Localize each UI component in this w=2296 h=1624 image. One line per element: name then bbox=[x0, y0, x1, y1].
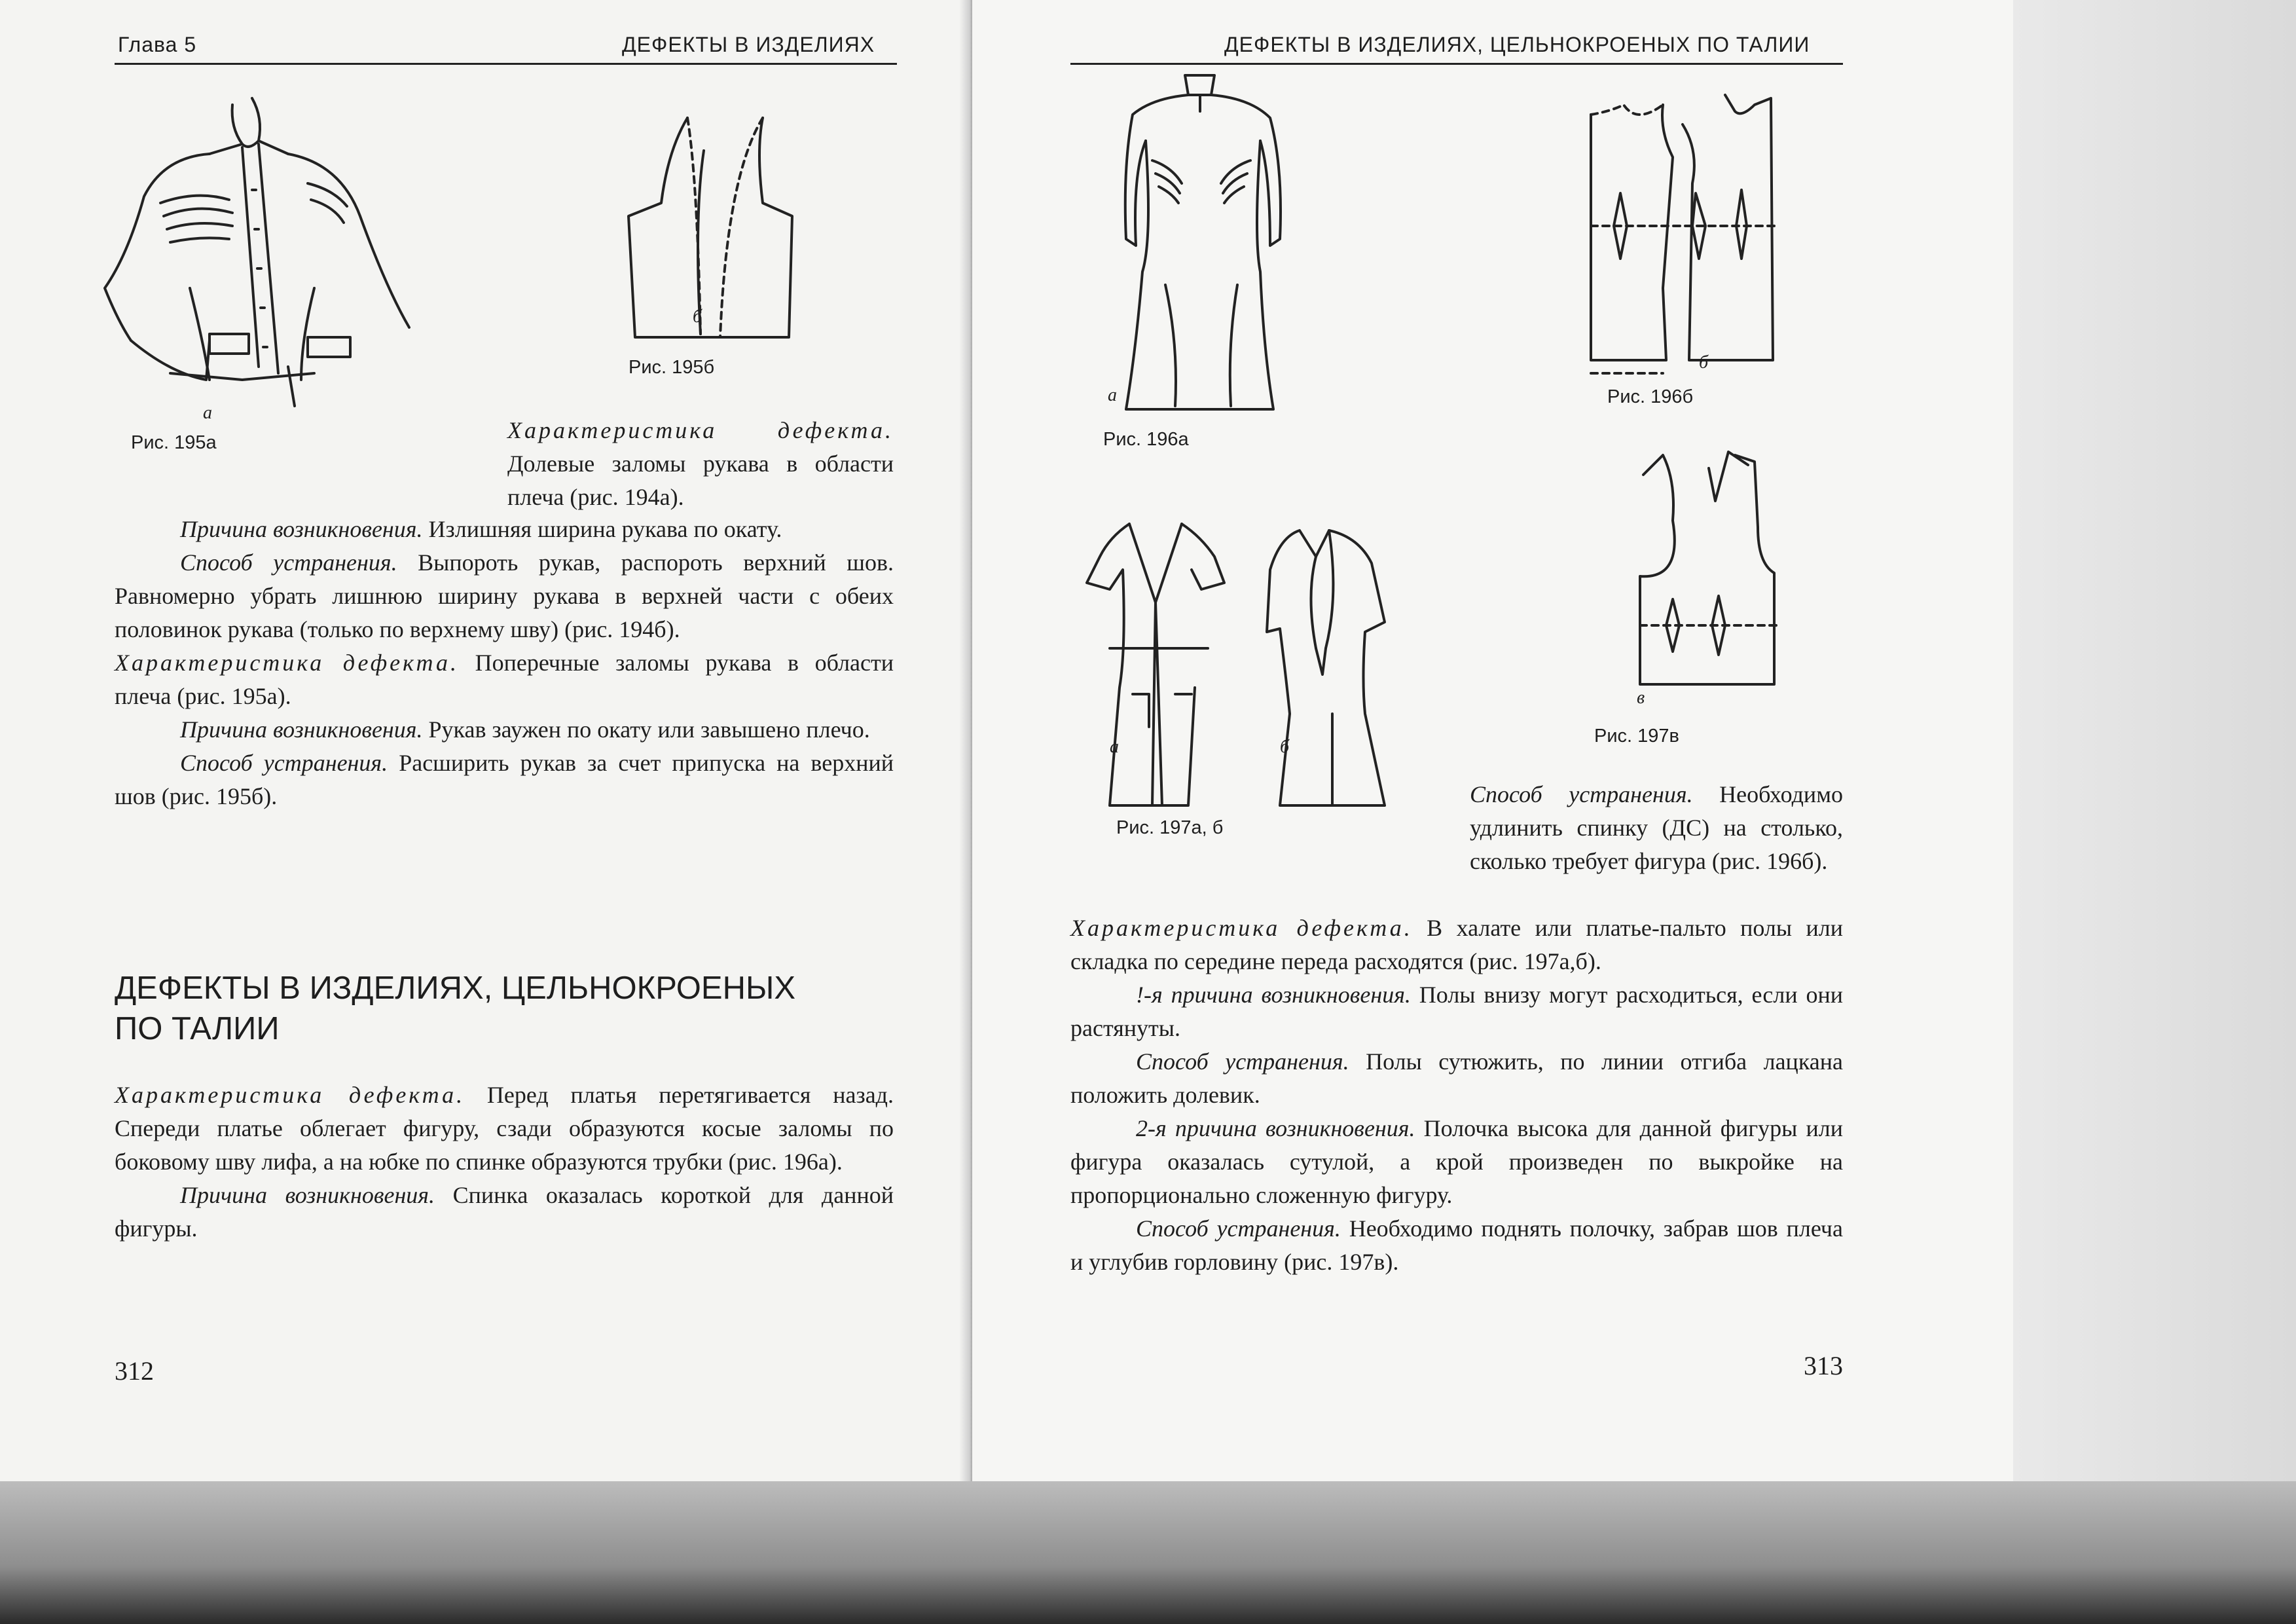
q2-label: Характеристика дефекта. bbox=[1070, 915, 1413, 941]
p2-label: Причина возникновения. bbox=[180, 516, 423, 542]
section-heading-line1: ДЕФЕКТЫ В ИЗДЕЛИЯХ, ЦЕЛЬНОКРОЕНЫХ bbox=[115, 970, 796, 1006]
header-title: ДЕФЕКТЫ В ИЗДЕЛИЯХ bbox=[622, 33, 875, 56]
fig197b-letter: б bbox=[1280, 737, 1290, 757]
header-chapter: Глава 5 bbox=[118, 33, 197, 56]
p5-label: Причина возникновения. bbox=[180, 716, 423, 743]
p4-label: Характеристика дефекта. bbox=[115, 650, 459, 676]
paragraph-1 bbox=[507, 414, 894, 514]
q5-label: 2-я причина возникновения. bbox=[1136, 1115, 1415, 1141]
header-rule-right bbox=[1070, 63, 1843, 65]
fig197v-caption: Рис. 197в bbox=[1594, 726, 1679, 747]
q1-label: Способ устранения. bbox=[1470, 781, 1693, 807]
paragraph-block-3 bbox=[1070, 912, 1843, 1279]
section-heading-line2: ПО ТАЛИИ bbox=[115, 1011, 280, 1046]
page-number-left: 312 bbox=[115, 1356, 154, 1386]
fig196a-caption: Рис. 196а bbox=[1103, 429, 1189, 450]
q2-text: В халате или платье-пальто полы или складка по середине переда расходятся (рис. 197а,б). bbox=[1070, 915, 1843, 974]
figure-197ab-coats bbox=[1084, 517, 1450, 819]
q6-label: Способ устранения. bbox=[1136, 1215, 1341, 1242]
fig197a-letter: а bbox=[1110, 737, 1119, 757]
p7-text: Перед платья перетягивается назад. Спереди платье облегает фигуру, сзади образуются косые заломы по боковому шву лифа, а на юбке по спинке образуются трубки (рис. 196а). bbox=[115, 1082, 894, 1175]
p6-text: Расширить рукав за счет припуска на верхний шов (рис. 195б). bbox=[115, 750, 894, 809]
q5-text: Полочка высока для данной фигуры или фигура оказалась сутулой, а крой произведен по выкройке на пропорционально сложенную фигуру. bbox=[1070, 1115, 1843, 1208]
paragraph-block-2 bbox=[115, 1079, 894, 1246]
p8-text: Спинка оказалась короткой для данной фигуры. bbox=[115, 1182, 894, 1242]
section-heading bbox=[115, 968, 894, 1049]
figure-195b-pattern bbox=[622, 111, 818, 341]
q6-text: Необходимо поднять полочку, забрав шов плеча и углубив горловину (рис. 197в). bbox=[1070, 1215, 1843, 1275]
page-number-right: 313 bbox=[1804, 1351, 1843, 1380]
q3-text: Полы внизу могут расходиться, если они растянуты. bbox=[1070, 982, 1843, 1041]
q1-text: Необходимо удлинить спинку (ДС) на столько, сколько требует фигура (рис. 196б). bbox=[1470, 781, 1843, 874]
header-rule bbox=[115, 63, 897, 65]
p2-text: Излишняя ширина рукава по окату. bbox=[422, 516, 782, 542]
p8-label: Причина возникновения. bbox=[180, 1182, 435, 1208]
fig197v-letter: в bbox=[1637, 688, 1645, 708]
figure-197v-pattern bbox=[1630, 449, 1807, 691]
p6-label: Способ устранения. bbox=[180, 750, 388, 776]
fig195b-letter: б bbox=[693, 306, 702, 327]
figure-196a-dress bbox=[1106, 69, 1303, 419]
q3-label: !-я причина возникновения. bbox=[1136, 982, 1411, 1008]
p7-label: Характеристика дефекта. bbox=[115, 1082, 465, 1108]
fig195b-caption: Рис. 195б bbox=[629, 357, 715, 378]
p1-label: Характеристика дефекта. bbox=[507, 417, 894, 443]
figure-195a-jacket bbox=[92, 92, 432, 419]
fig195a-caption: Рис. 195а bbox=[131, 432, 217, 453]
paragraph-block-1 bbox=[115, 513, 894, 813]
q4-text: Полы сутюжить, по линии отгиба лацкана положить долевик. bbox=[1070, 1048, 1843, 1108]
figure-196b-pattern bbox=[1584, 92, 1781, 373]
left-page bbox=[0, 0, 972, 1481]
header-title-right: ДЕФЕКТЫ В ИЗДЕЛИЯХ, ЦЕЛЬНОКРОЕНЫХ ПО ТАЛИИ bbox=[1224, 33, 1810, 56]
p5-text: Рукав заужен по окату или завышено плечо. bbox=[422, 716, 870, 743]
fig196a-letter: а bbox=[1108, 385, 1117, 405]
paragraph-q1 bbox=[1470, 778, 1843, 878]
scanner-shadow bbox=[0, 1480, 2296, 1624]
right-page bbox=[972, 0, 2013, 1481]
scanner-margin bbox=[2013, 0, 2296, 1481]
p3-label: Способ устранения. bbox=[180, 549, 397, 576]
p3-text: Выпороть рукав, распороть верхний шов. Равномерно убрать лишнюю ширину рукава в верхней части с обеих половинок рукава (только по верхнему шву) (рис. 194б). bbox=[115, 549, 894, 642]
fig195a-letter: а bbox=[203, 403, 212, 423]
fig197ab-caption: Рис. 197а, б bbox=[1116, 817, 1224, 838]
q4-label: Способ устранения. bbox=[1136, 1048, 1349, 1075]
fig196b-caption: Рис. 196б bbox=[1607, 386, 1694, 407]
fig196b-letter: б bbox=[1699, 352, 1709, 373]
p4-text: Поперечные заломы рукава в области плеча (рис. 195а). bbox=[115, 650, 894, 709]
p1-text: Долевые заломы рукава в области плеча (рис. 194а). bbox=[507, 451, 894, 510]
